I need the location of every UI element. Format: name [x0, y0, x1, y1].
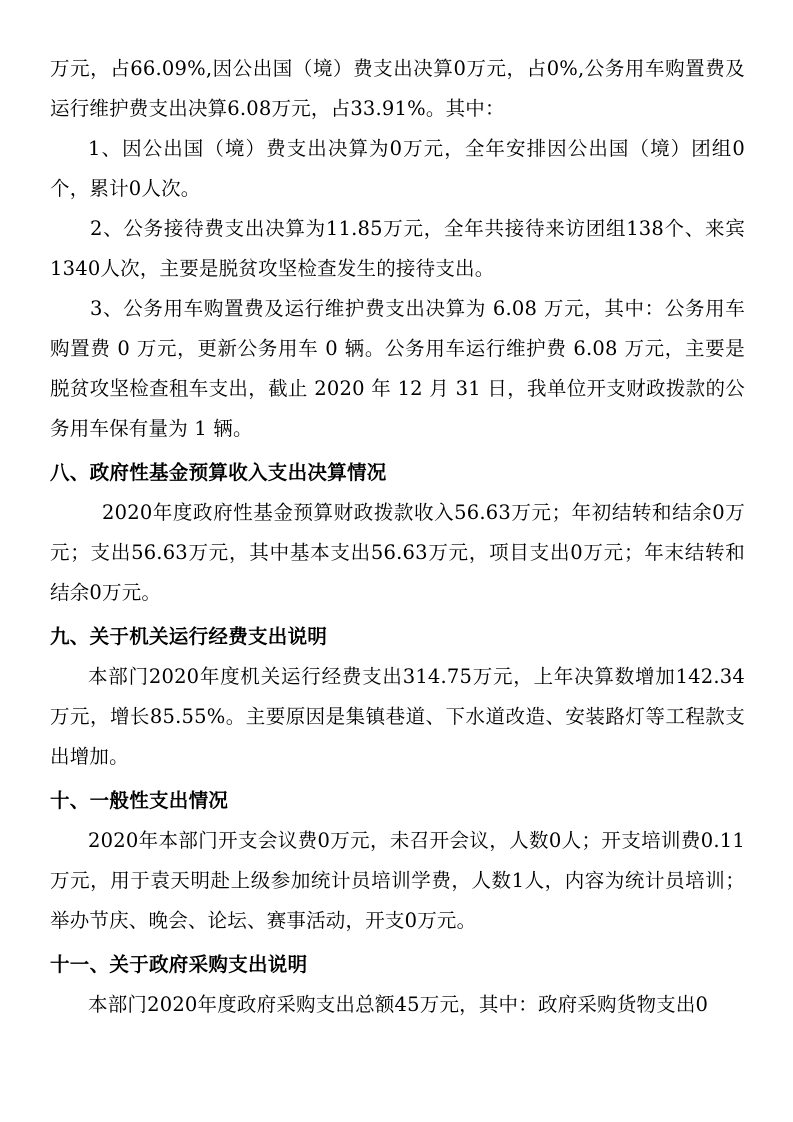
- section-heading-11: 十一、关于政府采购支出说明: [50, 953, 308, 976]
- paragraph-section-10: 2020年本部门开支会议费0万元，未召开会议，人数0人；开支培训费0.11万元，用于袁天明赴上级参加统计员培训学费，人数1人，内容为统计员培训；举办节庆、晚会、论坛、赛事活动，开支0万元。: [50, 829, 745, 932]
- document-page: [50, 49, 745, 1025]
- section-heading-9: 九、关于机关运行经费支出说明: [50, 625, 328, 648]
- paragraph-item-3: 3、公务用车购置费及运行维护费支出决算为 6.08 万元，其中：公务用车购置费 0 万元，更新公务用车 0 辆。公务用车运行维护费 6.08 万元，主要是脱贫攻坚检查租车支出，截止 2020 年 12 月 31 日，我单位开支财政拨款的公务用车保有量为 1 辆。: [50, 297, 745, 440]
- paragraph-section-8: 2020年度政府性基金预算财政拨款收入56.63万元；年初结转和结余0万元；支出56.63万元，其中基本支出56.63万元，项目支出0万元；年末结转和结余0万元。: [50, 501, 745, 604]
- section-heading-10: 十、一般性支出情况: [50, 789, 229, 812]
- paragraph-section-11: 本部门2020年度政府采购支出总额45万元，其中：政府采购货物支出0: [88, 993, 709, 1016]
- paragraph-item-2: 2、公务接待费支出决算为11.85万元，全年共接待来访团组138个、来宾1340人次，主要是脱贫攻坚检查发生的接待支出。: [50, 217, 745, 280]
- paragraph-item-1: 1、因公出国（境）费支出决算为0万元，全年安排因公出国（境）团组0个，累计0人次。: [50, 137, 745, 200]
- paragraph-intro: 万元，占66.09%,因公出国（境）费支出决算0万元，占0%,公务用车购置费及运行维护费支出决算6.08万元，占33.91%。其中：: [50, 57, 745, 120]
- paragraph-section-9: 本部门2020年度机关运行经费支出314.75万元，上年决算数增加142.34万元，增长85.55%。主要原因是集镇巷道、下水道改造、安装路灯等工程款支出增加。: [50, 665, 745, 768]
- section-heading-8: 八、政府性基金预算收入支出决算情况: [50, 461, 387, 484]
